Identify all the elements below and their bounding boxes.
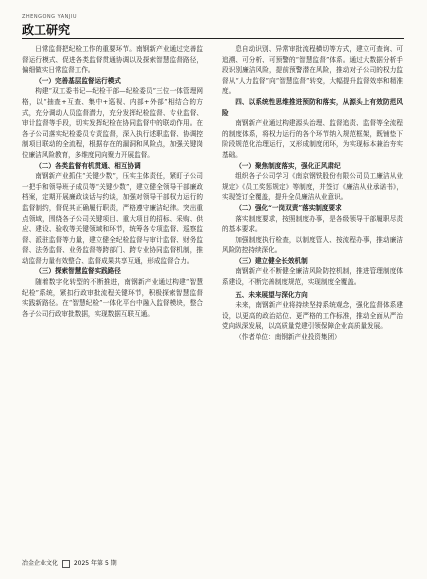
paragraph: 构建“双工委书记—纪检干部—纪检委员”三位一体管理网格，以“抽查+互查、集中+巡视、内部+外部”相结合的方式，充分调动人员监督潜力，充分发挥纪检监督、专业监督、审计监督等手段，切实发挥纪检在协同监督中的联动作用。在各子公司落实纪检委员专责监督，深入执行述职监督、协调控制项目联动的全流程，根据存在的漏洞和风险点，加强关键岗位廉洁风险教育，多维度同向聚力开展监督。: [22, 87, 203, 159]
left-column: [22, 44, 203, 319]
page-header: [22, 14, 402, 38]
paragraph: 息自动识别、异常审批流程横切等方式，建立可查询、可追溯、可分析、可预警的“智慧监督”体系。通过大数据分析手段识别廉洁风险，提前预警潜在风险，推动对子公司的权力监督从“人力监督”向“智慧监督”转变，大幅提升监督效率和精准度。: [222, 45, 403, 96]
section-heading: （三）建立健全长效机制: [235, 256, 308, 265]
author-byline: （作者单位：南钢新产业投资集团）: [235, 333, 341, 342]
paragraph: 随着数字化转型的不断推进，南钢新产业通过构建“智慧纪检”系统，紧扣行政审批流程关键环节，积极探索智慧监督实践新路径。在“智慧纪检”一体化平台中融入监督模块，整合各子公司行政审批数据，实现数据互联互通。: [22, 278, 203, 318]
page-footer: [22, 558, 117, 568]
paragraph: 未来，南钢新产业将持续坚持系统观念，强化监督体系建设，以更高的政治站位、更严格的工作标准，推动全面从严治党向纵深发展，以高质量党建引领保障企业高质量发展。: [222, 301, 403, 331]
paragraph: 南钢新产业通过构建源头治理、监督追责、监督等全流程的制度体系，将权力运行的各个环节纳入规范框架，既铺垫下阶段规范化治理运行，又形成制度闭环，为实现标本兼治夯实基础。: [222, 119, 403, 159]
section-heading: 四、以系统性思维推进预防和落实，从源头上有效防范风险: [222, 97, 403, 117]
issue-info: 2025 年第 5 期: [73, 560, 117, 567]
paragraph: 南钢新产业抓住“关键少数”，压实主体责任，紧盯子公司一把手和领导班子成员等“关键少数”，建立健全领导干部廉政档案，定期开展廉政谈话与约谈，加强对领导干部权力运行的监督制约，督促其正确履行职责，严格遵守廉洁纪律。突出重点领域，围绕各子公司关键项目、重大项目的招标、采购、供应、建设、验收等关键领域和环节，统筹各专项监督、巡察监督、派驻监督等力量，建立健全纪检监督与审计监督、财务监督、法务监督、业务监督等跨部门、跨专业协同监督机制，推动监督力量有效整合、监督成果共享互通，形成监督合力。: [22, 172, 203, 265]
paragraph: 日常监督把纪检工作的重要环节。南钢新产业通过完善监督运行模式、促进各类监督贯通协调以及探索智慧监督路径，偏细做实日常监督工作。: [22, 45, 203, 75]
section-title: 政工研究: [22, 23, 71, 37]
section-heading: （二）各类监督有机贯通、相互协调: [35, 161, 141, 170]
section-heading: （三）探索智慧监督实践路径: [35, 267, 121, 276]
section-heading: （二）强化“一岗双责”落实制度要求: [235, 203, 342, 212]
section-heading: 五、未来展望与深化方向: [235, 290, 308, 299]
paragraph: 组织各子公司学习《南京钢铁股份有限公司员工廉洁从业规定》《员工奖惩规定》等制度，并签订《廉洁从业承诺书》，实现签订全覆盖，提升全员廉洁从业意识。: [222, 172, 403, 202]
section-pinyin: ZHENGONG YANJIU: [22, 14, 78, 20]
section-heading: （一）完善基层监督运行模式: [35, 76, 121, 85]
header-divider: [22, 38, 404, 39]
paragraph: 落实制度要求，按照制度办事，是各级领导干部履职尽责的基本要求。: [222, 214, 403, 234]
section-heading: （一）聚焦制度落实，强化正风肃纪: [235, 161, 341, 170]
paragraph: 南钢新产业不断健全廉洁风险防控机制，推进管理制度体系建设，不断完善制度规范，实现制度全覆盖。: [222, 267, 403, 287]
right-column: [222, 44, 403, 343]
journal-logo-icon: [62, 560, 70, 568]
journal-name: 冶金企业文化: [22, 560, 59, 567]
paragraph: 加强制度执行检查，以制度管人、按流程办事，推动廉洁风险防控持续深化。: [222, 235, 403, 255]
